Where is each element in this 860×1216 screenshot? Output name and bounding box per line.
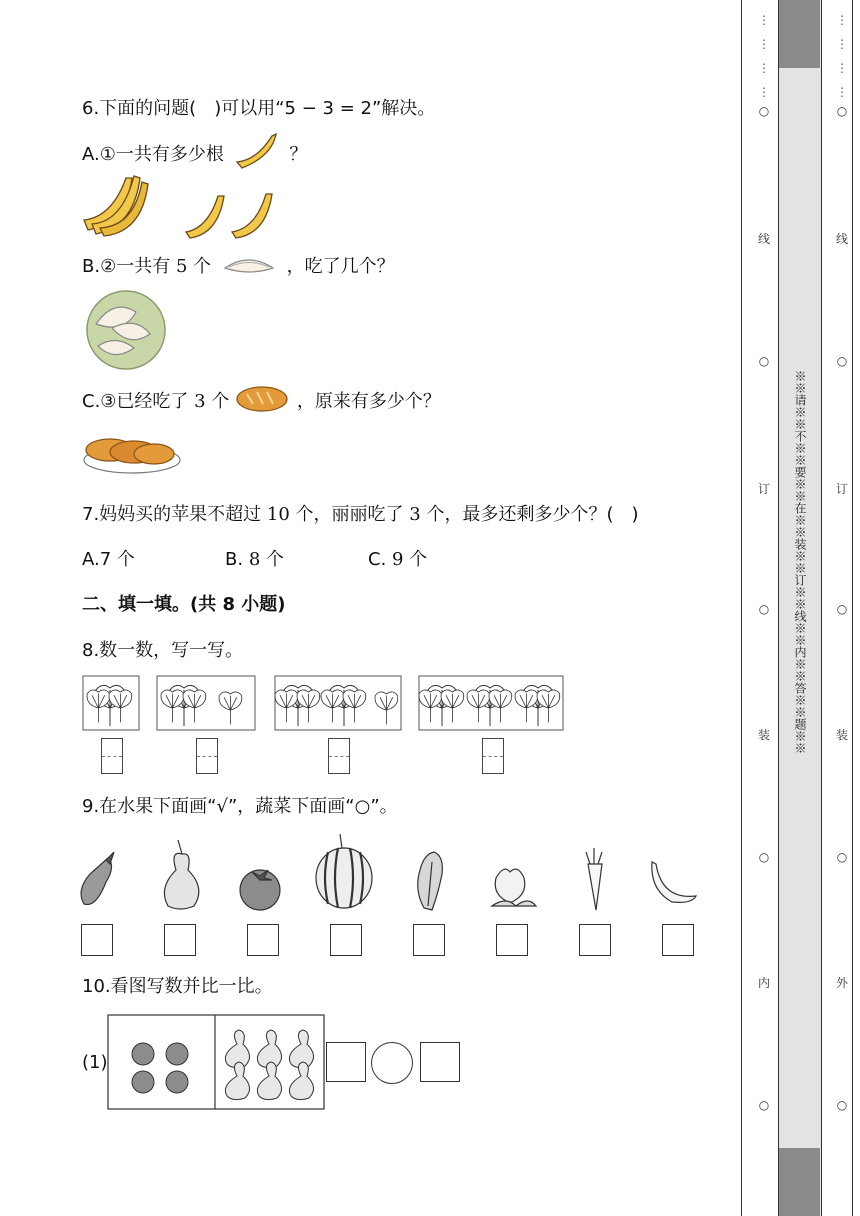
q7-stem-b: 个，丽丽吃了 [295, 504, 404, 525]
binding-circle: ○ [758, 104, 770, 118]
binding-left-dots: ⋮ ⋮ ⋮ ⋮ ○ 线 ○ 订 ○ 装 ○ 内 ○ [754, 0, 774, 1216]
q6-option-c-unit: 个 [211, 391, 230, 412]
ginkgo-leaf-icon [161, 685, 206, 726]
ginkgo-leaf-icon [467, 685, 512, 726]
q8-answer-box-3[interactable] [328, 738, 350, 774]
bread-icon [235, 384, 289, 414]
binding-notice-text: ※※请※※不※※要※※在※※装※※订※※线※※内※※答※※题※※ [793, 370, 807, 754]
binding-bottom-block [779, 1148, 820, 1216]
binding-line-right [852, 0, 853, 1216]
binding-circle: ○ [758, 850, 770, 864]
q8-answer-box-2[interactable] [196, 738, 218, 774]
q7-option-c-pre: C. [368, 549, 387, 570]
q9-items-row [76, 830, 706, 914]
bananas-image [82, 172, 282, 240]
dumpling-icon [221, 250, 277, 278]
ginkgo-leaf-icon [275, 685, 320, 726]
apple-icon [132, 1071, 154, 1093]
binding-circle: ○ [836, 1098, 848, 1112]
q7-option-b-pre: B. [225, 549, 244, 570]
binding-circle: ○ [836, 354, 848, 368]
q6-option-a-end: ？ [289, 144, 308, 165]
pear-icon [164, 840, 198, 909]
q6-option-b-number: 5 [175, 256, 188, 277]
q6-stem: 6.下面的问题( )可以用“5 − 3 = 2”解决。 [82, 98, 436, 119]
binding-circle: ○ [836, 850, 848, 864]
q10-picture [107, 1014, 327, 1112]
q7-stem-a: 7.妈妈买的苹果不超过 [82, 504, 262, 525]
binding-char-wai: 外 [835, 976, 848, 990]
ginkgo-leaf-icon [419, 685, 464, 726]
banana-icon [652, 862, 696, 902]
binding-circle: ○ [758, 602, 770, 616]
q9-stem: 9.在水果下面画“√”，蔬菜下面画“○”。 [82, 796, 398, 817]
binding-circle: ○ [758, 354, 770, 368]
q7-stem [82, 500, 639, 526]
ginkgo-leaf-icon [87, 685, 132, 726]
q10-sub1-label: (1) [82, 1052, 108, 1073]
q7-option-c [368, 545, 427, 571]
q6-option-c-end: ，原来有多少个？ [296, 391, 441, 412]
apple-icon [132, 1043, 154, 1065]
q6-option-a [82, 140, 307, 170]
binding-circle: ○ [836, 104, 848, 118]
binding-char-zhuang: 装 [835, 728, 848, 742]
dumplings-plate-image [84, 288, 168, 372]
peach-icon [492, 869, 536, 906]
binding-circle: ○ [758, 1098, 770, 1112]
apple-icon [166, 1043, 188, 1065]
binding-char-zhuang: 装 [757, 728, 770, 742]
q10-stem: 10.看图写数并比一比。 [82, 976, 273, 997]
q9-answer-box-4[interactable] [330, 924, 362, 956]
q6-option-b-unit: 个 [193, 256, 212, 277]
q6-option-c [82, 387, 441, 414]
q6-option-a-text: A.①一共有多少根 [82, 144, 224, 165]
ginkgo-leaf-icon [375, 692, 398, 724]
q7-option-c-number: 9 [392, 549, 404, 570]
q7-option-b-number: 8 [248, 549, 261, 570]
q9-answer-box-5[interactable] [413, 924, 445, 956]
bread-plate-image [82, 428, 182, 476]
q7-number-2: 3 [409, 504, 421, 525]
q8-answer-box-4[interactable] [482, 738, 504, 774]
q7-number-1: 10 [266, 504, 290, 525]
ginkgo-leaf-icon [219, 692, 242, 724]
binding-char-ding: 订 [835, 482, 848, 496]
q7-option-b-unit: 个 [266, 549, 284, 570]
binding-line-left [741, 0, 742, 1216]
q9-answer-box-2[interactable] [164, 924, 196, 956]
binding-top-block [779, 0, 820, 68]
ginkgo-leaf-icon [515, 685, 560, 726]
binding-right-dots: ⋮ ⋮ ⋮ ⋮ ○ 线 ○ 订 ○ 装 ○ 外 ○ [832, 0, 852, 1216]
q7-option-a: A.7 个 [82, 549, 135, 570]
q8-stem: 8.数一数，写一写。 [82, 640, 244, 661]
q9-answer-box-7[interactable] [579, 924, 611, 956]
binding-char-nei: 内 [757, 976, 770, 990]
q10-pear-count-box[interactable] [420, 1042, 460, 1082]
ginkgo-leaf-groups [82, 674, 572, 734]
q7-option-c-unit: 个 [409, 549, 428, 570]
apple-icon [166, 1071, 188, 1093]
binding-circle: ○ [836, 602, 848, 616]
q6-option-b [82, 252, 395, 278]
carrot-icon [586, 848, 602, 910]
q8-answer-box-1[interactable] [101, 738, 123, 774]
q7-stem-c: 个，最多还剩多少个？( ) [426, 504, 639, 525]
q10-apple-count-box[interactable] [326, 1042, 366, 1082]
tomato-icon [240, 870, 280, 910]
eggplant-icon [81, 852, 114, 905]
q6-option-b-end: ，吃了几个？ [286, 256, 395, 277]
binding-char-ding: 订 [757, 482, 770, 496]
watermelon-icon [316, 834, 372, 908]
q9-answer-box-1[interactable] [81, 924, 113, 956]
q7-option-b [225, 545, 284, 571]
q6-option-b-pre: B.②一共有 [82, 256, 171, 277]
q10-compare-circle[interactable] [371, 1042, 413, 1084]
q9-answer-box-8[interactable] [662, 924, 694, 956]
q6-option-c-number: 3 [194, 391, 206, 412]
binding-char-xian: 线 [835, 232, 848, 246]
q6-option-c-pre: C.③已经吃了 [82, 391, 189, 412]
banana-icon [232, 130, 282, 170]
cabbage-icon [418, 852, 443, 910]
q9-answer-box-6[interactable] [496, 924, 528, 956]
binding-char-xian: 线 [757, 232, 770, 246]
q9-answer-box-3[interactable] [247, 924, 279, 956]
ginkgo-leaf-icon [321, 685, 366, 726]
section-title: 二、填一填。(共 8 小题) [82, 594, 286, 615]
